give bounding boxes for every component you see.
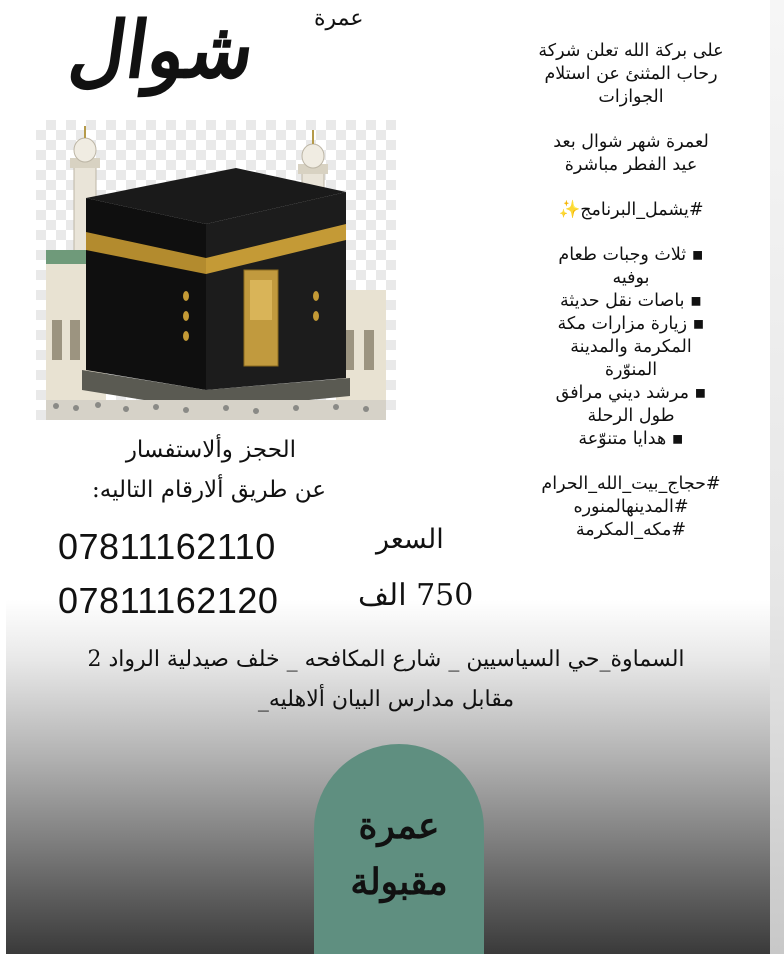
page-edge bbox=[770, 0, 784, 954]
hashtag: #المدينهالمنوره bbox=[573, 497, 689, 517]
badge-line: مقبولة bbox=[350, 861, 448, 903]
address-line: مقابل مدارس البيان ألاهليه_ bbox=[257, 687, 515, 712]
program-item: ▪ زيارة مزارات مكة bbox=[557, 314, 705, 334]
intro-line: الجوازات bbox=[598, 87, 664, 107]
shawwal-title: شوال bbox=[63, 5, 261, 96]
program-item: المنوّرة bbox=[604, 360, 658, 380]
booking-line: عن طريق ألارقام التاليه: bbox=[92, 477, 326, 503]
phone-number: 07811162110 bbox=[58, 526, 276, 567]
umra-small-label: عمرة bbox=[314, 6, 364, 31]
announcement-text bbox=[506, 40, 756, 542]
phone-number: 07811162120 bbox=[58, 580, 279, 621]
badge-line: عمرة bbox=[358, 805, 440, 847]
poster bbox=[6, 0, 770, 954]
intro-line: على بركة الله تعلن شركة bbox=[538, 41, 724, 61]
program-hashtag: #يشمل_البرنامج✨ bbox=[558, 200, 704, 220]
price-value: 750 الف bbox=[358, 578, 474, 613]
booking-line: الحجز وألاستفسار bbox=[125, 437, 296, 463]
price-label: السعر bbox=[376, 524, 444, 555]
hashtag: #حجاج_بيت_الله_الحرام bbox=[541, 474, 721, 494]
intro-line: لعمرة شهر شوال بعد bbox=[553, 132, 709, 152]
booking-info bbox=[26, 430, 326, 510]
program-item: ▪ مرشد ديني مرافق bbox=[555, 383, 707, 403]
program-item: ▪ ثلاث وجبات طعام bbox=[558, 245, 704, 265]
kaaba-image bbox=[36, 120, 396, 420]
program-item: بوفيه bbox=[612, 268, 650, 288]
program-item: المكرمة والمدينة bbox=[570, 337, 692, 357]
address bbox=[24, 640, 748, 720]
address-line: السماوة_حي السياسيين _ شارع المكافحه _ خلف صيدلية الرواد 2 bbox=[87, 647, 685, 672]
kaaba-illustration bbox=[36, 120, 396, 420]
umra-accepted-badge bbox=[314, 744, 484, 954]
program-item: ▪ هدايا متنوّعة bbox=[578, 429, 684, 449]
program-item: ▪ باصات نقل حديثة bbox=[560, 291, 702, 311]
intro-line: رحاب المثنئ عن استلام bbox=[544, 64, 718, 84]
program-item: طول الرحلة bbox=[587, 406, 675, 426]
hashtag: #مكه_المكرمة bbox=[575, 520, 687, 540]
intro-line: عيد الفطر مباشرة bbox=[564, 155, 698, 175]
